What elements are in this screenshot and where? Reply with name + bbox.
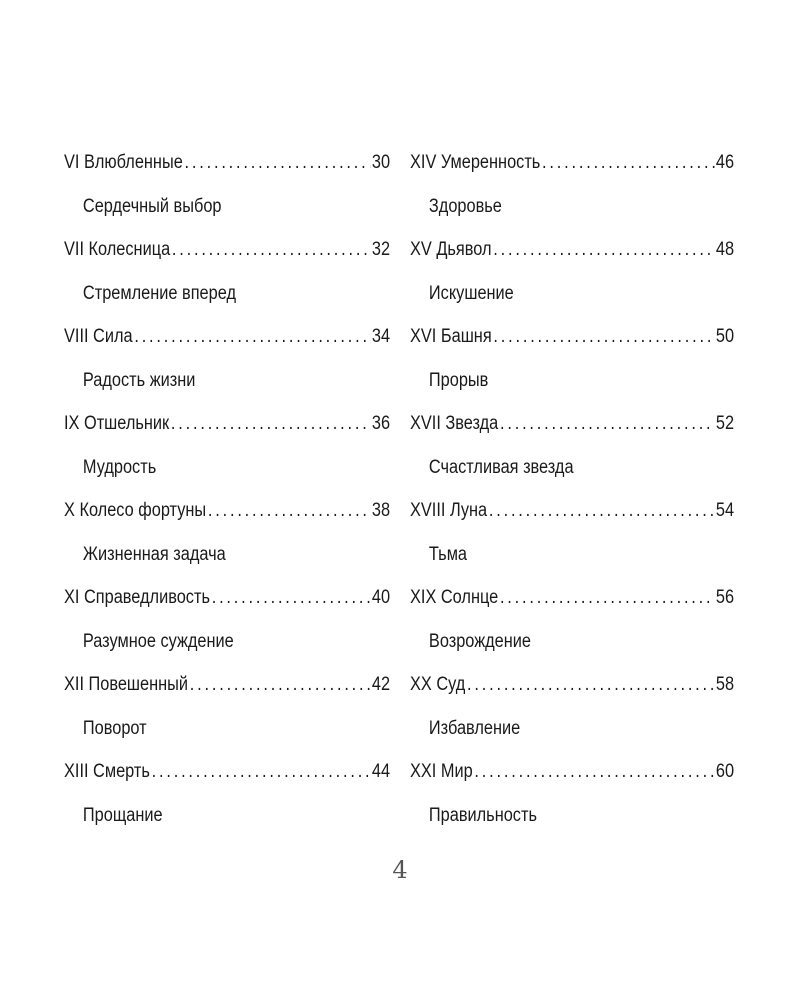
page-number: 4 <box>392 856 408 884</box>
toc-entry-title-row <box>64 233 390 267</box>
toc-entry-title-row <box>64 146 390 180</box>
dot-leader <box>493 233 714 267</box>
toc-entry-title: XVIII Луна <box>410 500 488 521</box>
toc-entry <box>64 407 390 494</box>
toc-entry-subtitle: Счастливая звезда <box>428 457 574 478</box>
toc-entry-title: XIII Смерть <box>64 761 150 782</box>
toc-entry <box>64 755 390 842</box>
toc-entry <box>64 494 390 581</box>
toc-entry-page: 48 <box>715 239 735 260</box>
toc-entry-title: VI Влюбленные <box>64 152 183 173</box>
toc-entry-title: IX Отшельник <box>64 413 170 434</box>
toc-entry-subtitle: Искушение <box>428 283 514 304</box>
dot-leader <box>474 755 714 789</box>
toc-entry <box>64 668 390 755</box>
toc-entry <box>410 755 734 842</box>
dot-leader <box>467 668 714 702</box>
toc-entry-subtitle: Возрождение <box>428 631 532 652</box>
toc-entry-page: 36 <box>371 413 391 434</box>
dot-leader <box>489 494 714 528</box>
toc-entry-page: 46 <box>715 152 735 173</box>
toc-entry-title: XVI Башня <box>410 326 492 347</box>
toc-entry-title-row <box>64 755 390 789</box>
toc-entry-page: 56 <box>715 587 735 608</box>
dot-leader <box>500 407 714 441</box>
toc-entry-title: XIV Умеренность <box>410 152 541 173</box>
dot-leader <box>185 146 371 180</box>
toc-entry-subtitle: Прощание <box>82 805 163 826</box>
toc-entry-title: XI Справедливость <box>64 587 210 608</box>
dot-leader <box>500 581 714 615</box>
dot-leader <box>171 407 370 441</box>
toc-entry-subtitle: Мудрость <box>82 457 157 478</box>
toc-entry-subtitle: Здоровье <box>428 196 502 217</box>
toc-entry-title-row <box>410 755 734 789</box>
toc-entry-title-row <box>64 494 390 528</box>
toc-entry-page: 54 <box>715 500 735 521</box>
toc-entry-title: X Колесо фортуны <box>64 500 207 521</box>
toc-entry-title-row <box>64 407 390 441</box>
toc-entry <box>64 146 390 233</box>
toc-entry-title: XII Повешенный <box>64 674 189 695</box>
toc-entry-subtitle: Прорыв <box>428 370 489 391</box>
toc-entry-page: 44 <box>371 761 391 782</box>
toc-entry-subtitle: Правильность <box>428 805 537 826</box>
toc-entry-title: XIX Солнце <box>410 587 499 608</box>
toc-entry <box>410 233 734 320</box>
toc-entry-subtitle: Сердечный выбор <box>82 196 222 217</box>
toc-entry-subtitle: Стремление вперед <box>82 283 236 304</box>
toc-entry <box>410 146 734 233</box>
dot-leader <box>212 581 370 615</box>
toc-entry-subtitle: Радость жизни <box>82 370 196 391</box>
toc-entry-page: 52 <box>715 413 735 434</box>
toc-entry <box>410 320 734 407</box>
dot-leader <box>152 755 371 789</box>
dot-leader <box>493 320 714 354</box>
toc-entry <box>410 581 734 668</box>
toc-entry-subtitle: Жизненная задача <box>82 544 226 565</box>
toc-entry-title-row <box>410 494 734 528</box>
toc-entry-title-row <box>410 581 734 615</box>
toc-entry-page: 38 <box>371 500 391 521</box>
toc-entry-title-row <box>410 407 734 441</box>
toc-entry <box>64 581 390 668</box>
toc-column-right <box>410 146 734 842</box>
toc-entry-page: 32 <box>371 239 391 260</box>
toc-entry-title-row <box>410 668 734 702</box>
toc-entry-subtitle: Поворот <box>82 718 147 739</box>
toc-entry-subtitle: Тьма <box>428 544 468 565</box>
toc-entry-title-row <box>410 146 734 180</box>
toc-entry-subtitle: Избавление <box>428 718 521 739</box>
toc-entry-title-row <box>64 668 390 702</box>
toc-entry-title-row <box>64 320 390 354</box>
toc-entry-title: VII Колесница <box>64 239 171 260</box>
toc-entry-title: VIII Сила <box>64 326 133 347</box>
toc-entry-title: XX Суд <box>410 674 466 695</box>
toc-entry-page: 40 <box>371 587 391 608</box>
toc-entry <box>410 494 734 581</box>
toc-entry-title-row <box>64 581 390 615</box>
toc-entry <box>410 668 734 755</box>
toc-entry <box>410 407 734 494</box>
toc-entry-title: XV Дьявол <box>410 239 492 260</box>
toc-entry <box>64 233 390 320</box>
dot-leader <box>134 320 370 354</box>
toc-entry-page: 60 <box>715 761 735 782</box>
toc-entry-page: 58 <box>715 674 735 695</box>
toc-entry-subtitle: Разумное суждение <box>82 631 234 652</box>
toc-entry-page: 42 <box>371 674 391 695</box>
dot-leader <box>542 146 714 180</box>
dot-leader <box>190 668 370 702</box>
toc-column-left <box>64 146 390 842</box>
toc-entry-page: 30 <box>371 152 391 173</box>
toc-entry-title-row <box>410 320 734 354</box>
toc-entry-title-row <box>410 233 734 267</box>
dot-leader <box>172 233 370 267</box>
toc-entry-page: 34 <box>371 326 391 347</box>
toc-entry-title: XXI Мир <box>410 761 473 782</box>
dot-leader <box>208 494 370 528</box>
toc-entry-page: 50 <box>715 326 735 347</box>
toc-entry <box>64 320 390 407</box>
toc-entry-title: XVII Звезда <box>410 413 499 434</box>
